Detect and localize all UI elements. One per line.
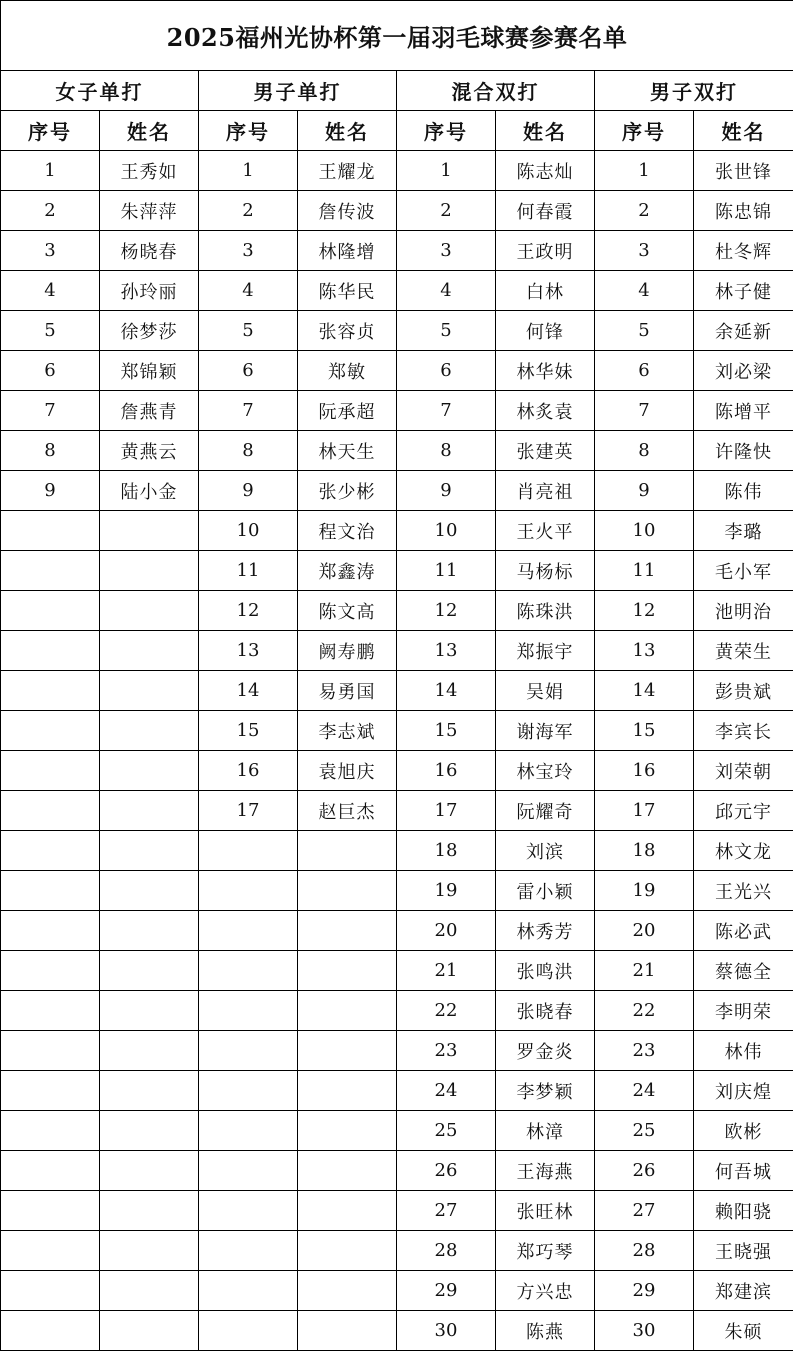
mens-doubles-index-cell: 20: [595, 911, 694, 951]
mens-singles-index-cell: [199, 831, 298, 871]
womens-singles-name-cell: [100, 991, 199, 1031]
womens-singles-index-cell: [1, 1311, 100, 1351]
table-row: [1, 1071, 793, 1111]
table-row: [1, 911, 793, 951]
womens-singles-name-cell: 陆小金: [100, 471, 199, 511]
womens-singles-index-cell: [1, 871, 100, 911]
mens-doubles-name-cell: 余延新: [694, 311, 793, 351]
mens-singles-index-cell: 5: [199, 311, 298, 351]
mens-doubles-name-cell: 张世锋: [694, 151, 793, 191]
group-header-mens-singles: 男子单打: [199, 71, 397, 111]
column-header-index: 序号: [595, 111, 694, 151]
womens-singles-index-cell: 1: [1, 151, 100, 191]
womens-singles-index-cell: [1, 791, 100, 831]
mixed-doubles-name-cell: 张旺林: [496, 1191, 595, 1231]
mixed-doubles-index-cell: 18: [397, 831, 496, 871]
roster-body: [1, 151, 793, 1351]
mixed-doubles-name-cell: 林炙袁: [496, 391, 595, 431]
mens-doubles-index-cell: 10: [595, 511, 694, 551]
womens-singles-name-cell: [100, 1151, 199, 1191]
mens-singles-name-cell: 王耀龙: [298, 151, 397, 191]
mens-doubles-index-cell: 15: [595, 711, 694, 751]
womens-singles-name-cell: [100, 671, 199, 711]
mens-doubles-index-cell: 29: [595, 1271, 694, 1311]
mixed-doubles-index-cell: 30: [397, 1311, 496, 1351]
womens-singles-index-cell: [1, 671, 100, 711]
womens-singles-name-cell: [100, 1271, 199, 1311]
mixed-doubles-name-cell: 林漳: [496, 1111, 595, 1151]
mens-singles-name-cell: 阙寿鹏: [298, 631, 397, 671]
womens-singles-index-cell: [1, 511, 100, 551]
group-header-mixed-doubles: 混合双打: [397, 71, 595, 111]
column-header-name: 姓名: [496, 111, 595, 151]
mixed-doubles-name-cell: 刘滨: [496, 831, 595, 871]
mens-doubles-name-cell: 刘荣朝: [694, 751, 793, 791]
mixed-doubles-index-cell: 15: [397, 711, 496, 751]
womens-singles-name-cell: [100, 911, 199, 951]
mens-doubles-name-cell: 林伟: [694, 1031, 793, 1071]
mens-doubles-index-cell: 1: [595, 151, 694, 191]
table-row: [1, 1151, 793, 1191]
mixed-doubles-name-cell: 张鸣洪: [496, 951, 595, 991]
mens-singles-index-cell: [199, 1151, 298, 1191]
table-row: [1, 511, 793, 551]
womens-singles-index-cell: [1, 831, 100, 871]
table-row: [1, 631, 793, 671]
mixed-doubles-index-cell: 17: [397, 791, 496, 831]
womens-singles-index-cell: [1, 591, 100, 631]
mixed-doubles-name-cell: 王火平: [496, 511, 595, 551]
mens-singles-index-cell: [199, 1231, 298, 1271]
mixed-doubles-name-cell: 郑振宇: [496, 631, 595, 671]
mens-singles-name-cell: 詹传波: [298, 191, 397, 231]
mixed-doubles-index-cell: 27: [397, 1191, 496, 1231]
mixed-doubles-index-cell: 21: [397, 951, 496, 991]
mens-doubles-index-cell: 24: [595, 1071, 694, 1111]
mixed-doubles-name-cell: 方兴忠: [496, 1271, 595, 1311]
mens-doubles-index-cell: 22: [595, 991, 694, 1031]
mixed-doubles-name-cell: 林华妹: [496, 351, 595, 391]
womens-singles-name-cell: [100, 1071, 199, 1111]
mens-doubles-index-cell: 30: [595, 1311, 694, 1351]
column-header-index: 序号: [199, 111, 298, 151]
womens-singles-index-cell: [1, 991, 100, 1031]
mixed-doubles-name-cell: 何锋: [496, 311, 595, 351]
mixed-doubles-index-cell: 24: [397, 1071, 496, 1111]
mens-doubles-name-cell: 朱硕: [694, 1311, 793, 1351]
mens-doubles-name-cell: 毛小军: [694, 551, 793, 591]
mens-singles-index-cell: 1: [199, 151, 298, 191]
mens-singles-name-cell: [298, 1111, 397, 1151]
mens-singles-index-cell: [199, 871, 298, 911]
womens-singles-name-cell: [100, 831, 199, 871]
mens-doubles-index-cell: 12: [595, 591, 694, 631]
womens-singles-name-cell: [100, 591, 199, 631]
mens-singles-name-cell: [298, 1031, 397, 1071]
mens-singles-name-cell: 郑敏: [298, 351, 397, 391]
mens-singles-index-cell: 4: [199, 271, 298, 311]
mens-doubles-name-cell: 李宾长: [694, 711, 793, 751]
womens-singles-index-cell: [1, 1031, 100, 1071]
womens-singles-name-cell: 孙玲丽: [100, 271, 199, 311]
mens-singles-name-cell: [298, 1071, 397, 1111]
mens-doubles-name-cell: 蔡德全: [694, 951, 793, 991]
mens-singles-name-cell: [298, 1311, 397, 1351]
mixed-doubles-name-cell: 林秀芳: [496, 911, 595, 951]
mixed-doubles-index-cell: 4: [397, 271, 496, 311]
mens-singles-name-cell: 程文治: [298, 511, 397, 551]
mens-doubles-name-cell: 郑建滨: [694, 1271, 793, 1311]
table-row: [1, 951, 793, 991]
womens-singles-index-cell: [1, 1271, 100, 1311]
mens-doubles-name-cell: 林子健: [694, 271, 793, 311]
mens-doubles-index-cell: 13: [595, 631, 694, 671]
mens-doubles-index-cell: 6: [595, 351, 694, 391]
table-row: [1, 1271, 793, 1311]
womens-singles-name-cell: [100, 1311, 199, 1351]
mens-doubles-index-cell: 18: [595, 831, 694, 871]
mixed-doubles-index-cell: 14: [397, 671, 496, 711]
mens-singles-index-cell: [199, 1191, 298, 1231]
mixed-doubles-name-cell: 张建英: [496, 431, 595, 471]
table-row: [1, 311, 793, 351]
mens-singles-index-cell: 13: [199, 631, 298, 671]
mens-singles-name-cell: 赵巨杰: [298, 791, 397, 831]
mixed-doubles-name-cell: 陈志灿: [496, 151, 595, 191]
womens-singles-index-cell: [1, 1111, 100, 1151]
womens-singles-name-cell: [100, 791, 199, 831]
mens-singles-name-cell: 林天生: [298, 431, 397, 471]
table-row: [1, 1311, 793, 1351]
mens-singles-index-cell: 6: [199, 351, 298, 391]
mens-doubles-index-cell: 23: [595, 1031, 694, 1071]
table-row: [1, 751, 793, 791]
womens-singles-name-cell: [100, 1191, 199, 1231]
mixed-doubles-index-cell: 6: [397, 351, 496, 391]
mens-singles-index-cell: 9: [199, 471, 298, 511]
mixed-doubles-name-cell: 何春霞: [496, 191, 595, 231]
mens-doubles-index-cell: 28: [595, 1231, 694, 1271]
mens-doubles-name-cell: 李明荣: [694, 991, 793, 1031]
mens-doubles-name-cell: 陈增平: [694, 391, 793, 431]
mens-doubles-index-cell: 19: [595, 871, 694, 911]
group-header-row: [1, 71, 793, 111]
womens-singles-index-cell: [1, 951, 100, 991]
table-row: [1, 1191, 793, 1231]
table-row: [1, 431, 793, 471]
mixed-doubles-index-cell: 12: [397, 591, 496, 631]
mens-doubles-index-cell: 14: [595, 671, 694, 711]
womens-singles-name-cell: 王秀如: [100, 151, 199, 191]
column-header-row: [1, 111, 793, 151]
table-row: [1, 271, 793, 311]
womens-singles-name-cell: 郑锦颖: [100, 351, 199, 391]
mens-doubles-index-cell: 9: [595, 471, 694, 511]
mixed-doubles-index-cell: 20: [397, 911, 496, 951]
mens-singles-name-cell: 张少彬: [298, 471, 397, 511]
womens-singles-name-cell: [100, 751, 199, 791]
womens-singles-name-cell: 杨晓春: [100, 231, 199, 271]
mixed-doubles-name-cell: 谢海军: [496, 711, 595, 751]
womens-singles-name-cell: [100, 1111, 199, 1151]
mens-doubles-index-cell: 11: [595, 551, 694, 591]
mens-singles-index-cell: 8: [199, 431, 298, 471]
mens-doubles-name-cell: 王光兴: [694, 871, 793, 911]
mixed-doubles-name-cell: 罗金炎: [496, 1031, 595, 1071]
womens-singles-name-cell: [100, 871, 199, 911]
mens-singles-name-cell: 李志斌: [298, 711, 397, 751]
mens-singles-index-cell: 11: [199, 551, 298, 591]
mixed-doubles-name-cell: 阮耀奇: [496, 791, 595, 831]
womens-singles-index-cell: [1, 1151, 100, 1191]
womens-singles-index-cell: [1, 711, 100, 751]
mixed-doubles-name-cell: 白林: [496, 271, 595, 311]
mens-singles-index-cell: [199, 1071, 298, 1111]
womens-singles-index-cell: 2: [1, 191, 100, 231]
mixed-doubles-index-cell: 2: [397, 191, 496, 231]
mens-singles-index-cell: 10: [199, 511, 298, 551]
mixed-doubles-name-cell: 肖亮祖: [496, 471, 595, 511]
mens-singles-index-cell: 2: [199, 191, 298, 231]
mens-doubles-index-cell: 25: [595, 1111, 694, 1151]
mens-doubles-name-cell: 何吾城: [694, 1151, 793, 1191]
mens-doubles-name-cell: 黄荣生: [694, 631, 793, 671]
womens-singles-name-cell: 朱萍萍: [100, 191, 199, 231]
mens-doubles-name-cell: 李璐: [694, 511, 793, 551]
mixed-doubles-name-cell: 雷小颖: [496, 871, 595, 911]
womens-singles-index-cell: [1, 751, 100, 791]
mixed-doubles-index-cell: 5: [397, 311, 496, 351]
mens-doubles-index-cell: 7: [595, 391, 694, 431]
mixed-doubles-index-cell: 29: [397, 1271, 496, 1311]
table-row: [1, 991, 793, 1031]
mens-doubles-name-cell: 欧彬: [694, 1111, 793, 1151]
womens-singles-name-cell: [100, 631, 199, 671]
group-header-womens-singles: 女子单打: [1, 71, 199, 111]
mixed-doubles-name-cell: 陈燕: [496, 1311, 595, 1351]
mens-singles-name-cell: 袁旭庆: [298, 751, 397, 791]
mens-doubles-index-cell: 17: [595, 791, 694, 831]
mixed-doubles-index-cell: 22: [397, 991, 496, 1031]
mens-doubles-index-cell: 2: [595, 191, 694, 231]
mixed-doubles-index-cell: 13: [397, 631, 496, 671]
column-header-name: 姓名: [100, 111, 199, 151]
womens-singles-index-cell: 8: [1, 431, 100, 471]
womens-singles-index-cell: [1, 551, 100, 591]
table-row: [1, 151, 793, 191]
mens-doubles-name-cell: 王晓强: [694, 1231, 793, 1271]
table-row: [1, 1111, 793, 1151]
mixed-doubles-index-cell: 9: [397, 471, 496, 511]
mens-singles-name-cell: 林隆增: [298, 231, 397, 271]
table-row: [1, 831, 793, 871]
mens-singles-name-cell: 郑鑫涛: [298, 551, 397, 591]
title-row: [1, 1, 793, 71]
mens-singles-name-cell: 张容贞: [298, 311, 397, 351]
mixed-doubles-index-cell: 23: [397, 1031, 496, 1071]
mens-doubles-index-cell: 27: [595, 1191, 694, 1231]
mens-doubles-index-cell: 4: [595, 271, 694, 311]
mens-doubles-name-cell: 池明治: [694, 591, 793, 631]
mixed-doubles-index-cell: 25: [397, 1111, 496, 1151]
mixed-doubles-name-cell: 王海燕: [496, 1151, 595, 1191]
mens-singles-index-cell: [199, 1031, 298, 1071]
mens-doubles-name-cell: 许隆快: [694, 431, 793, 471]
mens-singles-index-cell: [199, 1311, 298, 1351]
mens-singles-index-cell: [199, 911, 298, 951]
mens-doubles-name-cell: 刘庆煌: [694, 1071, 793, 1111]
womens-singles-index-cell: [1, 1071, 100, 1111]
womens-singles-name-cell: [100, 951, 199, 991]
mixed-doubles-index-cell: 3: [397, 231, 496, 271]
mens-singles-index-cell: 16: [199, 751, 298, 791]
table-row: [1, 1231, 793, 1271]
mixed-doubles-index-cell: 19: [397, 871, 496, 911]
mens-doubles-name-cell: 陈忠锦: [694, 191, 793, 231]
mixed-doubles-name-cell: 王政明: [496, 231, 595, 271]
mens-doubles-name-cell: 彭贵斌: [694, 671, 793, 711]
womens-singles-index-cell: 9: [1, 471, 100, 511]
table-row: [1, 871, 793, 911]
mens-doubles-index-cell: 8: [595, 431, 694, 471]
womens-singles-index-cell: 7: [1, 391, 100, 431]
mens-singles-name-cell: 陈文高: [298, 591, 397, 631]
mixed-doubles-index-cell: 11: [397, 551, 496, 591]
page-title: 2025福州光协杯第一届羽毛球赛参赛名单: [1, 1, 793, 71]
table-row: [1, 791, 793, 831]
mixed-doubles-index-cell: 10: [397, 511, 496, 551]
mens-singles-index-cell: [199, 991, 298, 1031]
mens-doubles-index-cell: 16: [595, 751, 694, 791]
mens-singles-name-cell: [298, 1151, 397, 1191]
mens-singles-index-cell: [199, 1271, 298, 1311]
mens-singles-index-cell: [199, 1111, 298, 1151]
mens-singles-index-cell: 15: [199, 711, 298, 751]
mens-doubles-index-cell: 21: [595, 951, 694, 991]
womens-singles-index-cell: [1, 1191, 100, 1231]
group-header-mens-doubles: 男子双打: [595, 71, 793, 111]
table-row: [1, 1031, 793, 1071]
mens-doubles-name-cell: 林文龙: [694, 831, 793, 871]
mens-singles-name-cell: [298, 951, 397, 991]
mens-singles-index-cell: 12: [199, 591, 298, 631]
column-header-index: 序号: [1, 111, 100, 151]
womens-singles-name-cell: [100, 511, 199, 551]
womens-singles-name-cell: 黄燕云: [100, 431, 199, 471]
mens-singles-name-cell: [298, 1271, 397, 1311]
table-row: [1, 591, 793, 631]
mixed-doubles-name-cell: 林宝玲: [496, 751, 595, 791]
mens-singles-name-cell: [298, 1191, 397, 1231]
mixed-doubles-name-cell: 陈珠洪: [496, 591, 595, 631]
mens-doubles-name-cell: 赖阳骁: [694, 1191, 793, 1231]
mens-singles-name-cell: [298, 991, 397, 1031]
mens-doubles-name-cell: 陈伟: [694, 471, 793, 511]
womens-singles-name-cell: 詹燕青: [100, 391, 199, 431]
mens-singles-name-cell: 易勇国: [298, 671, 397, 711]
mens-singles-index-cell: 14: [199, 671, 298, 711]
mixed-doubles-index-cell: 26: [397, 1151, 496, 1191]
mens-singles-index-cell: 17: [199, 791, 298, 831]
womens-singles-index-cell: 4: [1, 271, 100, 311]
womens-singles-index-cell: [1, 1231, 100, 1271]
mens-singles-name-cell: 陈华民: [298, 271, 397, 311]
mens-singles-name-cell: [298, 871, 397, 911]
mens-singles-name-cell: [298, 911, 397, 951]
mixed-doubles-index-cell: 16: [397, 751, 496, 791]
column-header-index: 序号: [397, 111, 496, 151]
mens-doubles-name-cell: 邱元宇: [694, 791, 793, 831]
womens-singles-index-cell: 5: [1, 311, 100, 351]
mens-doubles-name-cell: 杜冬辉: [694, 231, 793, 271]
mens-singles-index-cell: [199, 951, 298, 991]
mens-doubles-index-cell: 3: [595, 231, 694, 271]
womens-singles-index-cell: [1, 631, 100, 671]
womens-singles-name-cell: [100, 711, 199, 751]
table-row: [1, 391, 793, 431]
mixed-doubles-index-cell: 1: [397, 151, 496, 191]
table-row: [1, 711, 793, 751]
mixed-doubles-name-cell: 吴娟: [496, 671, 595, 711]
table-row: [1, 671, 793, 711]
table-row: [1, 551, 793, 591]
mixed-doubles-name-cell: 郑巧琴: [496, 1231, 595, 1271]
womens-singles-name-cell: [100, 1231, 199, 1271]
mens-doubles-index-cell: 5: [595, 311, 694, 351]
womens-singles-name-cell: [100, 551, 199, 591]
mens-singles-name-cell: [298, 831, 397, 871]
table-row: [1, 351, 793, 391]
mens-doubles-index-cell: 26: [595, 1151, 694, 1191]
table-row: [1, 471, 793, 511]
mens-singles-name-cell: [298, 1231, 397, 1271]
mixed-doubles-name-cell: 马杨标: [496, 551, 595, 591]
womens-singles-index-cell: 6: [1, 351, 100, 391]
mixed-doubles-name-cell: 张晓春: [496, 991, 595, 1031]
mixed-doubles-index-cell: 28: [397, 1231, 496, 1271]
mixed-doubles-index-cell: 7: [397, 391, 496, 431]
mens-singles-name-cell: 阮承超: [298, 391, 397, 431]
mens-doubles-name-cell: 陈必武: [694, 911, 793, 951]
mixed-doubles-name-cell: 李梦颖: [496, 1071, 595, 1111]
column-header-name: 姓名: [298, 111, 397, 151]
mixed-doubles-index-cell: 8: [397, 431, 496, 471]
table-row: [1, 231, 793, 271]
womens-singles-name-cell: 徐梦莎: [100, 311, 199, 351]
womens-singles-name-cell: [100, 1031, 199, 1071]
column-header-name: 姓名: [694, 111, 793, 151]
mens-doubles-name-cell: 刘必梁: [694, 351, 793, 391]
womens-singles-index-cell: [1, 911, 100, 951]
mens-singles-index-cell: 7: [199, 391, 298, 431]
womens-singles-index-cell: 3: [1, 231, 100, 271]
table-row: [1, 191, 793, 231]
mens-singles-index-cell: 3: [199, 231, 298, 271]
